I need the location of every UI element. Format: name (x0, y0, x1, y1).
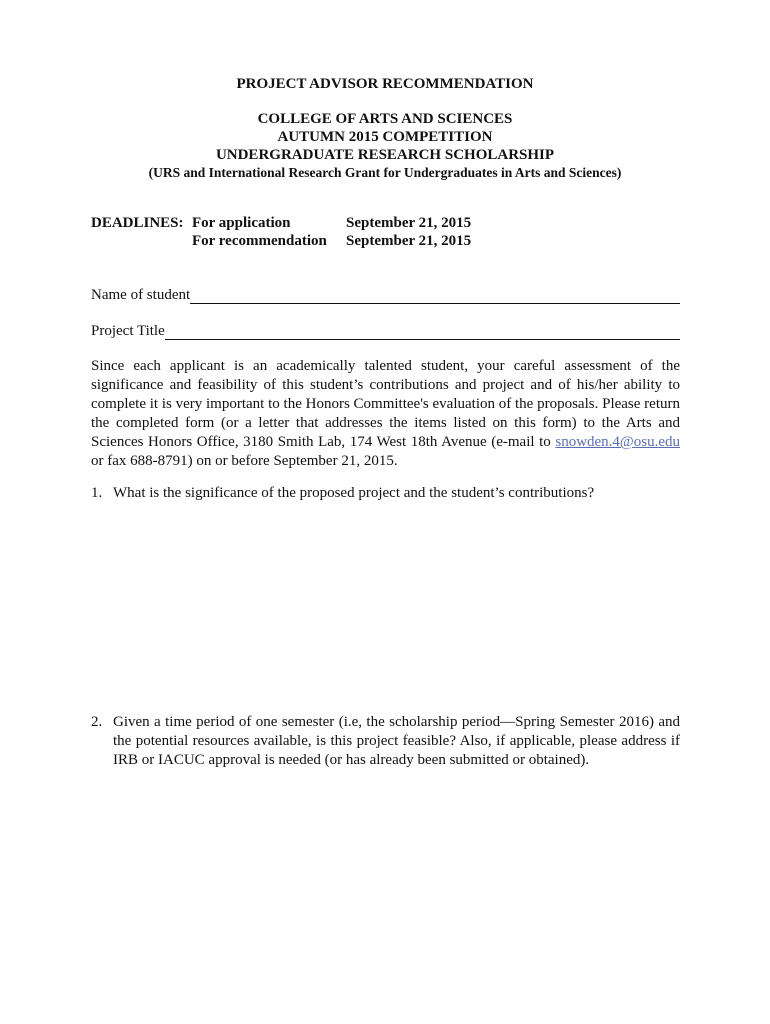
college-heading: COLLEGE OF ARTS AND SCIENCES (257, 111, 513, 127)
student-name-field[interactable] (91, 286, 680, 304)
project-title-field[interactable] (91, 322, 680, 340)
question-item (91, 713, 680, 770)
question-item (91, 484, 680, 503)
question-text: Given a time period of one semester (i.e, the scholarship period—Spring Semester 2016) and the potential resources available, is this project feasible? Also, if applicable, please address if IRB or IACUC approval is needed (or has already been submitted or obtained). (113, 714, 680, 768)
email-link[interactable]: snowden.4@osu.edu (555, 434, 680, 450)
deadline-kind: For recommendation (192, 233, 327, 249)
instructions-paragraph (91, 357, 680, 471)
question-number: 1. (91, 485, 103, 501)
student-name-label: Name of student (91, 287, 191, 303)
competition-heading: AUTUMN 2015 COMPETITION (277, 129, 493, 145)
instructions-text-before-email: Since each applicant is an academically talented student, your careful assessment of the significance and feasibility of this student’s contributions and project and of his/her ability to complete it is very important to the Honors Committee's evaluation of the proposals. Please return the completed form (or a letter that addresses the items listed on this form) to the Arts and Sciences Honors Office, 3180 Smith Lab, 174 West 18th Avenue (e-mail to (91, 358, 680, 450)
deadline-kind: For application (192, 215, 291, 231)
project-title-label: Project Title (91, 323, 165, 339)
deadline-date: September 21, 2015 (346, 215, 472, 231)
deadlines-label: DEADLINES: (91, 215, 184, 231)
document-title: PROJECT ADVISOR RECOMMENDATION (236, 76, 534, 92)
deadline-date: September 21, 2015 (346, 233, 472, 249)
question-number: 2. (91, 714, 103, 730)
project-title-blank[interactable] (165, 324, 680, 340)
student-name-blank[interactable] (190, 288, 680, 304)
instructions-text-after-email: or fax 688-8791) on or before September 21, 2015. (91, 453, 398, 469)
scholarship-heading: UNDERGRADUATE RESEARCH SCHOLARSHIP (215, 147, 555, 163)
question-text: What is the significance of the proposed project and the student’s contributions? (113, 485, 595, 501)
scholarship-subtitle: (URS and International Research Grant for Undergraduates in Arts and Sciences) (148, 165, 622, 180)
